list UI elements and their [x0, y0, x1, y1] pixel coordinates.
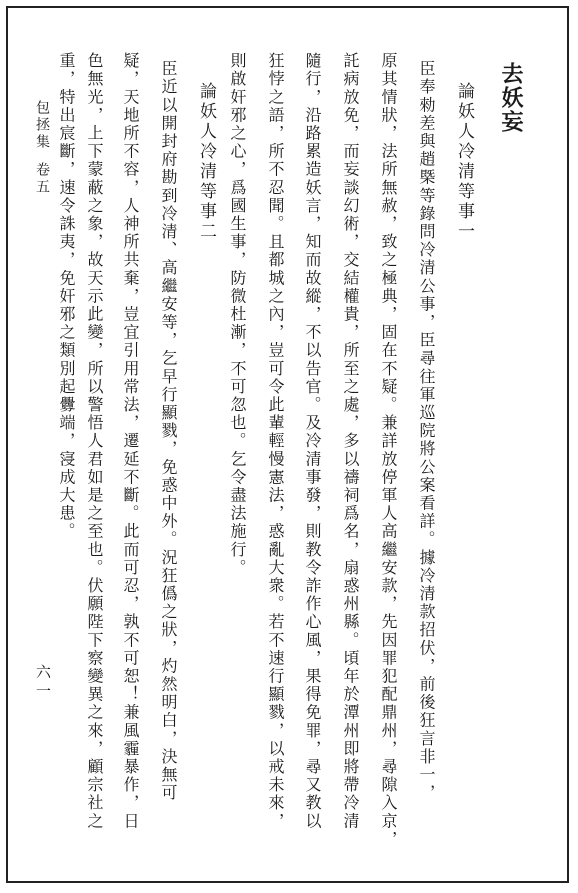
memorial-2-title: 論妖人冷清等事二 [196, 82, 216, 242]
memorial-1-line-4: 隨行，沿路累造妖言，知而故縱，不以告官。及冷清事發，則教令詐作心風，果得免罪，尋又教以 [303, 52, 322, 831]
memorial-1-line-1: 臣奉勑差與趙槩等錄問冷清公事，臣尋往軍巡院將公案看詳。據冷清款招伏，前後狂言非一， [417, 60, 436, 803]
memorial-2-line-2: 疑，天地所不容，人神所共棄，豈宜引用常法，遷延不斷。此而可忍，孰不可恕！兼風霾暴作，日 [121, 52, 140, 831]
memorial-1-line-6: 則啟奸邪之心，爲國生事，防微杜漸，不可忽也。乞令盡法施行。 [228, 52, 247, 577]
memorial-1-line-3: 託病放免，而妄談幻術，交結權貴，所至之處，多以禱祠爲名，扇惑州縣。頃年於潭州即將帶冷清 [341, 52, 360, 831]
chapter-title: 去妖妄 [498, 62, 524, 134]
memorial-2-line-1: 臣近以開封府勘到冷清、高繼安等，乞早行顯戮，免惑中外。況狂僞之狀，灼然明白，決無可 [159, 60, 178, 803]
running-header-volume: 卷五 [34, 162, 50, 196]
memorial-1-line-2: 原其情狀，法所無赦，致之極典，固在不疑。兼詳放停軍人高繼安款，先因罪犯配鼎州，尋隙入京， [379, 52, 398, 849]
memorial-2-line-4: 重，特出宸斷，速令誅夷，免奸邪之類別起釁端，寖成大患。 [57, 52, 76, 541]
running-header-book: 包拯集 [34, 100, 50, 151]
page-number: 六一 [34, 664, 52, 702]
memorial-1-title: 論妖人冷清等事一 [454, 82, 474, 242]
memorial-2-line-3: 色無光，上下蒙蔽之象，故天示此變，所以警悟人君如是之至也。伏願陛下察變異之來，顧宗社之 [85, 52, 104, 831]
memorial-1-line-5: 狂悖之語，所不忍聞。且都城之內，豈可令此輩輕慢憲法，惑亂大衆。若不速行顯戮，以戒未來， [266, 52, 285, 831]
